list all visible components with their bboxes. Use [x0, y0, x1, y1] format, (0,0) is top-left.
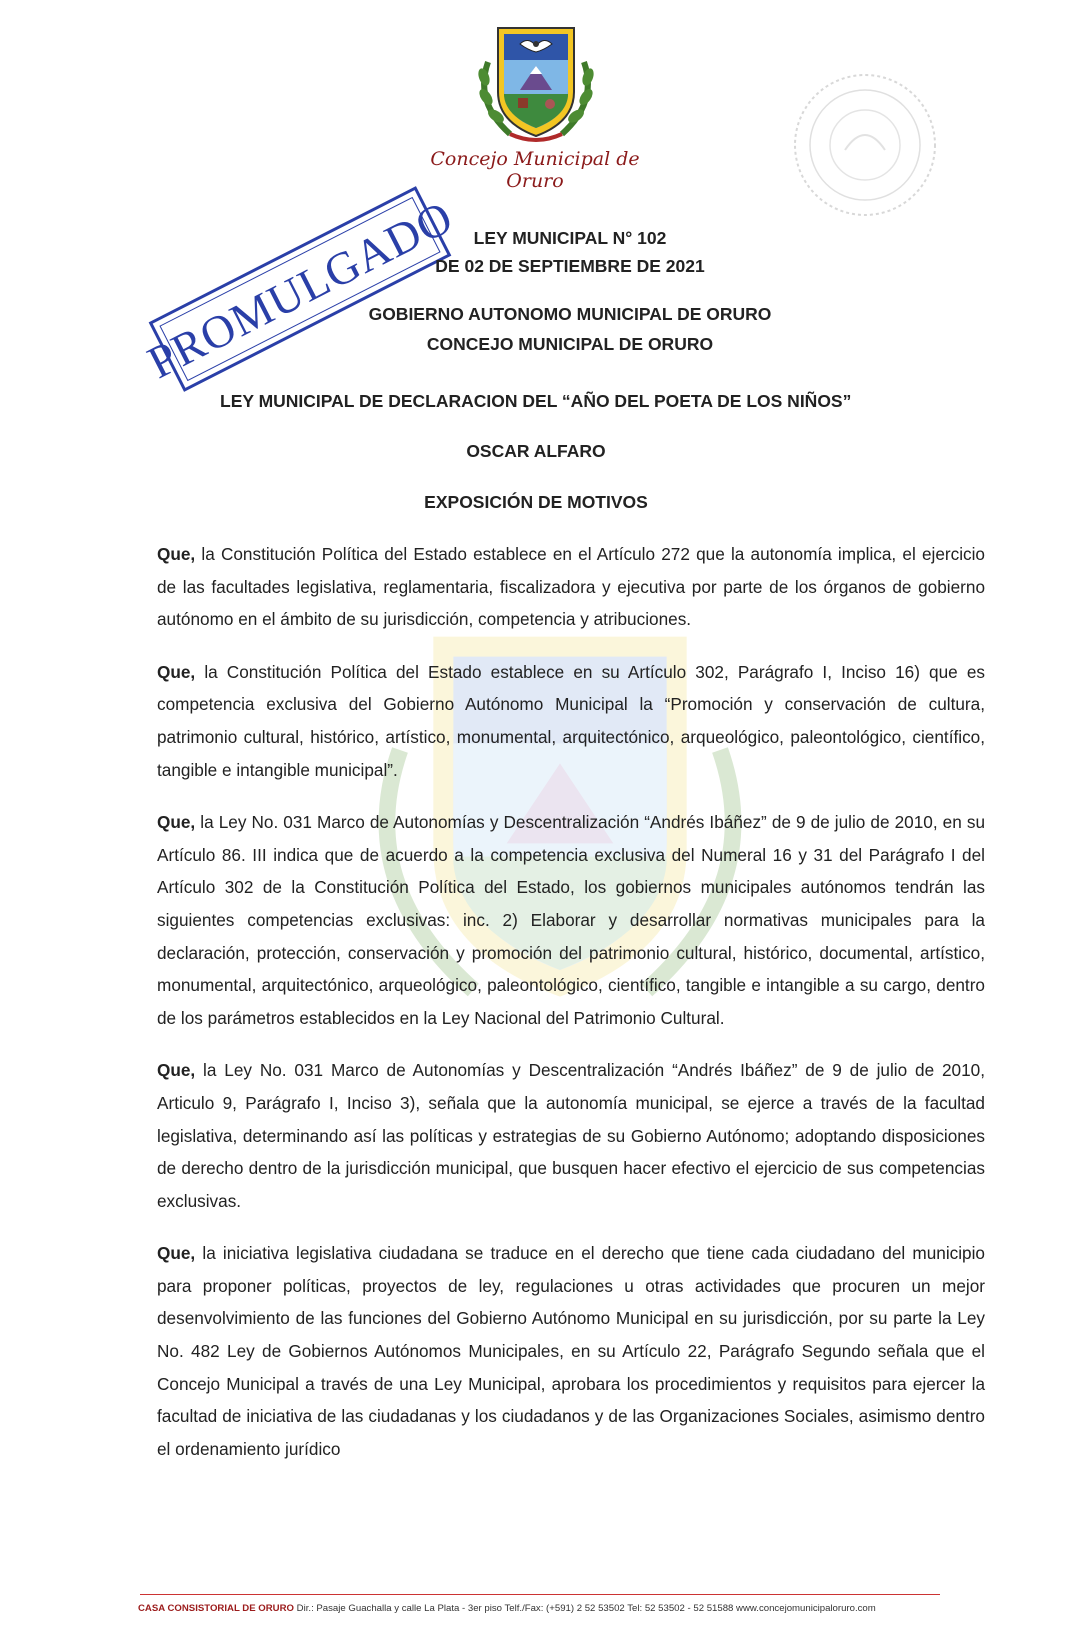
footer-org: CASA CONSISTORIAL DE ORURO — [138, 1603, 295, 1614]
paragraph-text: la Constitución Política del Estado establece en su Artículo 302, Parágrafo I, Inciso 16) que es competencia exclusiva del Gobierno Autónomo Municipal la “Promoción y conservación de cultura, patrimonio cultural, histórico, artístico, monumental, arquitectónico, arqueológico, paleontológico, científico, tangible e intangible municipal”. — [157, 661, 985, 780]
paragraph-lead: Que, — [157, 544, 196, 564]
council-name: CONCEJO MUNICIPAL DE ORURO — [426, 334, 714, 354]
paragraph-lead: Que, — [157, 812, 196, 833]
stamp-text: PROMULGADO — [139, 190, 461, 388]
paragraph-text: la Constitución Política del Estado establece en el Artículo 272 que la autonomía implica, el ejercicio de las facultades legislativa, reglamentaria, fiscalizadora y ejecutiva por parte de los órganos de gobierno autónomo en el ámbito de su jurisdicción, competencia y atribuciones. — [157, 544, 985, 630]
paragraph — [157, 806, 985, 1034]
law-date: DE 02 DE SEPTIEMBRE DE 2021 — [435, 256, 705, 276]
government-name: GOBIERNO AUTONOMO MUNICIPAL DE ORURO — [368, 304, 772, 324]
paragraph-text: la Ley No. 031 Marco de Autonomías y Descentralización “Andrés Ibáñez” de 9 de julio de 2010, en su Artículo 86. III indica que de acuerdo a la competencia exclusiva del Numeral 16 y 31 del Parágrafo I del Artículo 302 de la Constitución Política del Estado, los gobiernos municipales autónomos tendrán las siguientes competencias exclusivas: inc. 2) Elaborar y desarrollar normativas municipales para la declaración, protección, conservación y promoción del patrimonio cultural, histórico, documental, artístico, monumental, arquitectónico, arqueológico, paleontológico, científico, tangible e intangible a su cargo, dentro de los parámetros establecidos en la Ley Nacional del Patrimonio Cultural. — [157, 812, 985, 1028]
paragraph-text: la Ley No. 031 Marco de Autonomías y Descentralización “Andrés Ibáñez” de 9 de julio de 2010, Articulo 9, Parágrafo I, Inciso 3), señala que la autonomía municipal, se ejerce a través de la facultad legislativa, determinando así las políticas y estrategias de su Gobierno Autónomo; adoptando disposiciones de derecho dentro de la jurisdicción municipal, que busquen hacer efectivo el ejercicio de sus competencias exclusivas. — [157, 1060, 985, 1211]
paragraph-lead: Que, — [157, 661, 196, 682]
footer-address: Dir.: Pasaje Guachalla y calle La Plata - 3er piso Telf./Fax: (+591) 2 52 53502 Tel: 52 53502 - 52 51588 www.concejomunicipaloruro.com — [294, 1603, 876, 1614]
person-name: OSCAR ALFARO — [466, 441, 606, 461]
paragraph-lead: Que, — [157, 1243, 196, 1264]
section-title: EXPOSICIÓN DE MOTIVOS — [424, 492, 648, 512]
document-body — [157, 538, 985, 1485]
law-name: LEY MUNICIPAL DE DECLARACION DEL “AÑO DEL POETA DE LOS NIÑOS” — [220, 391, 852, 411]
paragraph — [157, 656, 985, 786]
paragraph-text: la iniciativa legislativa ciudadana se traduce en el derecho que tiene cada ciudadano del municipio para proponer políticas, proyectos de ley, regulaciones u otras actividades que procuren un mejor desenvolvimiento de las funciones del Gobierno Autónomo Municipal en su jurisdicción, por su parte la Ley No. 482 Ley de Gobiernos Autónomos Municipales, en su Artículo 22, Parágrafo Segundo señala que el Concejo Municipal a través de una Ley Municipal, aprobara los procedimientos y requisitos para ejercer la facultad de iniciativa de las ciudadanas y los ciudadanos y de las Organizaciones Sociales, asimismo dentro el ordenamiento jurídico — [157, 1243, 985, 1459]
council-signature: Concejo Municipal de Oruro — [430, 148, 640, 192]
law-number: LEY MUNICIPAL N° 102 — [473, 228, 667, 248]
footer-divider — [140, 1594, 940, 1595]
municipal-crest-logo — [470, 22, 602, 150]
embossed-seal — [790, 70, 940, 220]
paragraph — [157, 1237, 985, 1465]
paragraph — [157, 1054, 985, 1217]
paragraph-lead: Que, — [157, 1060, 196, 1081]
paragraph — [157, 538, 985, 636]
promulgado-stamp — [139, 186, 461, 392]
footer — [138, 1603, 958, 1614]
